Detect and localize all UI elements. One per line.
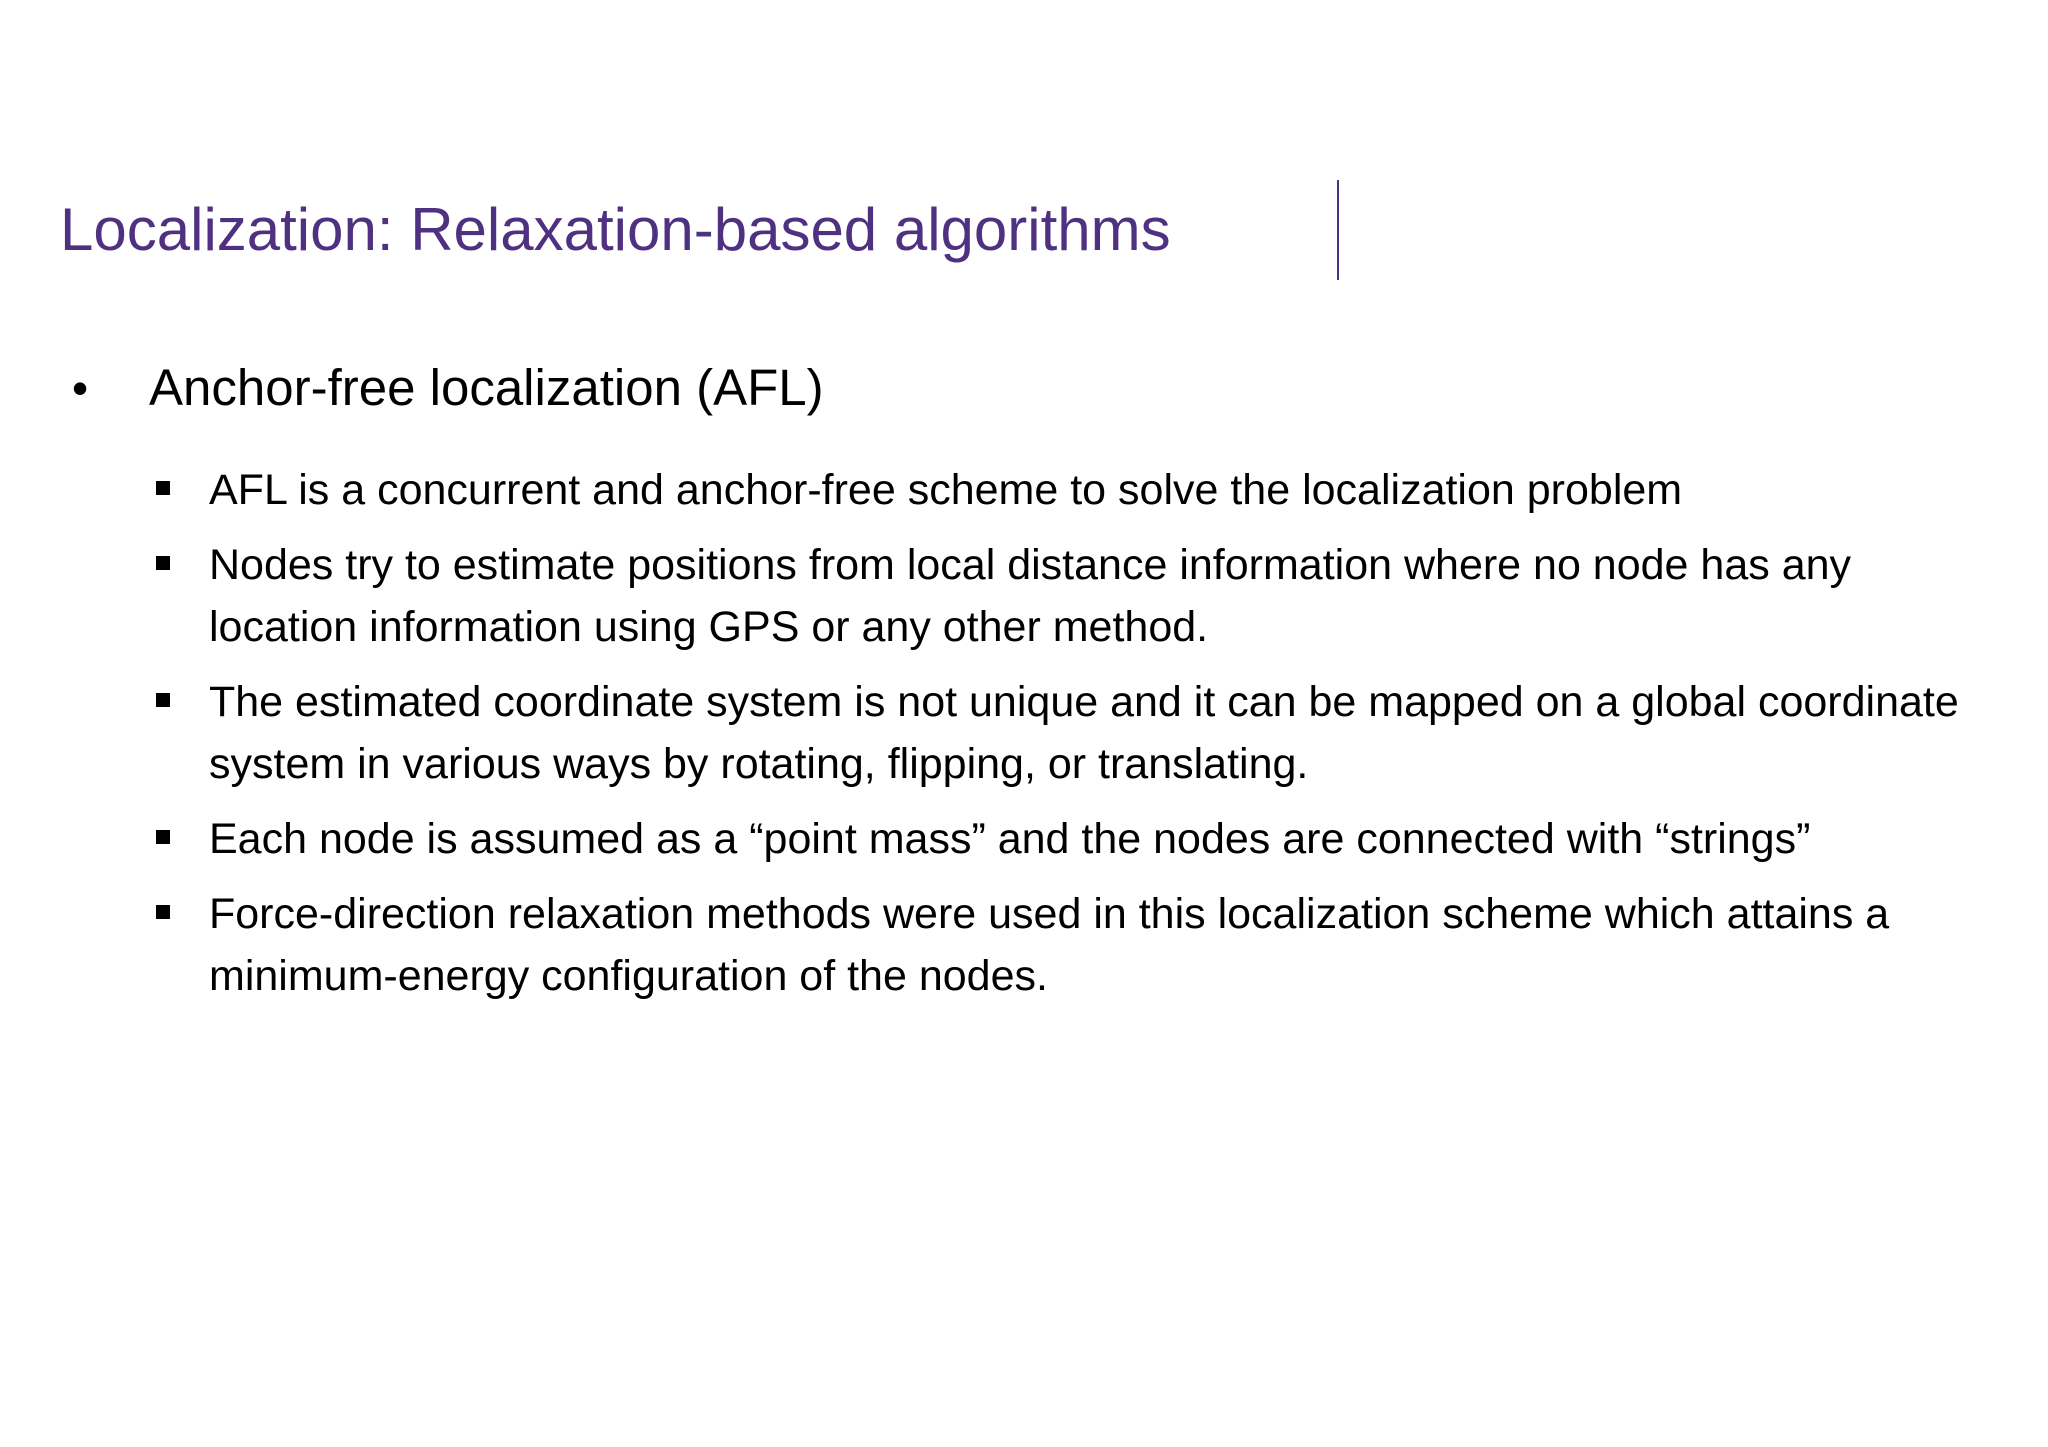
title-divider (1337, 180, 1339, 280)
sub-bullet-item (0, 883, 2048, 1007)
sub-bullet-list (0, 459, 2048, 1020)
sub-bullet-item (0, 808, 2048, 870)
sub-bullet-item (0, 671, 2048, 795)
square-bullet-icon (156, 481, 170, 495)
bullet-text: Anchor-free localization (AFL) (149, 359, 824, 416)
square-bullet-icon (156, 830, 170, 844)
bullet-icon: • (72, 362, 89, 414)
sub-bullet-item (0, 459, 2048, 521)
square-bullet-icon (156, 556, 170, 570)
sub-bullet-text: The estimated coordinate system is not unique and it can be mapped on a global coordinate system in various ways by rotating, flipping, or translating. (209, 678, 1959, 788)
sub-bullet-text: AFL is a concurrent and anchor-free scheme to solve the localization problem (209, 466, 1683, 514)
square-bullet-icon (156, 905, 170, 919)
sub-bullet-item (0, 534, 2048, 658)
slide-title: Localization: Relaxation-based algorithms (60, 196, 1171, 263)
sub-bullet-text: Nodes try to estimate positions from local distance information where no node has any location information using GPS or any other method. (209, 541, 1852, 651)
sub-bullet-text: Force-direction relaxation methods were used in this localization scheme which attains a minimum-energy configuration of the nodes. (209, 890, 1890, 1000)
square-bullet-icon (156, 693, 170, 707)
sub-bullet-text: Each node is assumed as a “point mass” and the nodes are connected with “strings” (209, 815, 1811, 863)
